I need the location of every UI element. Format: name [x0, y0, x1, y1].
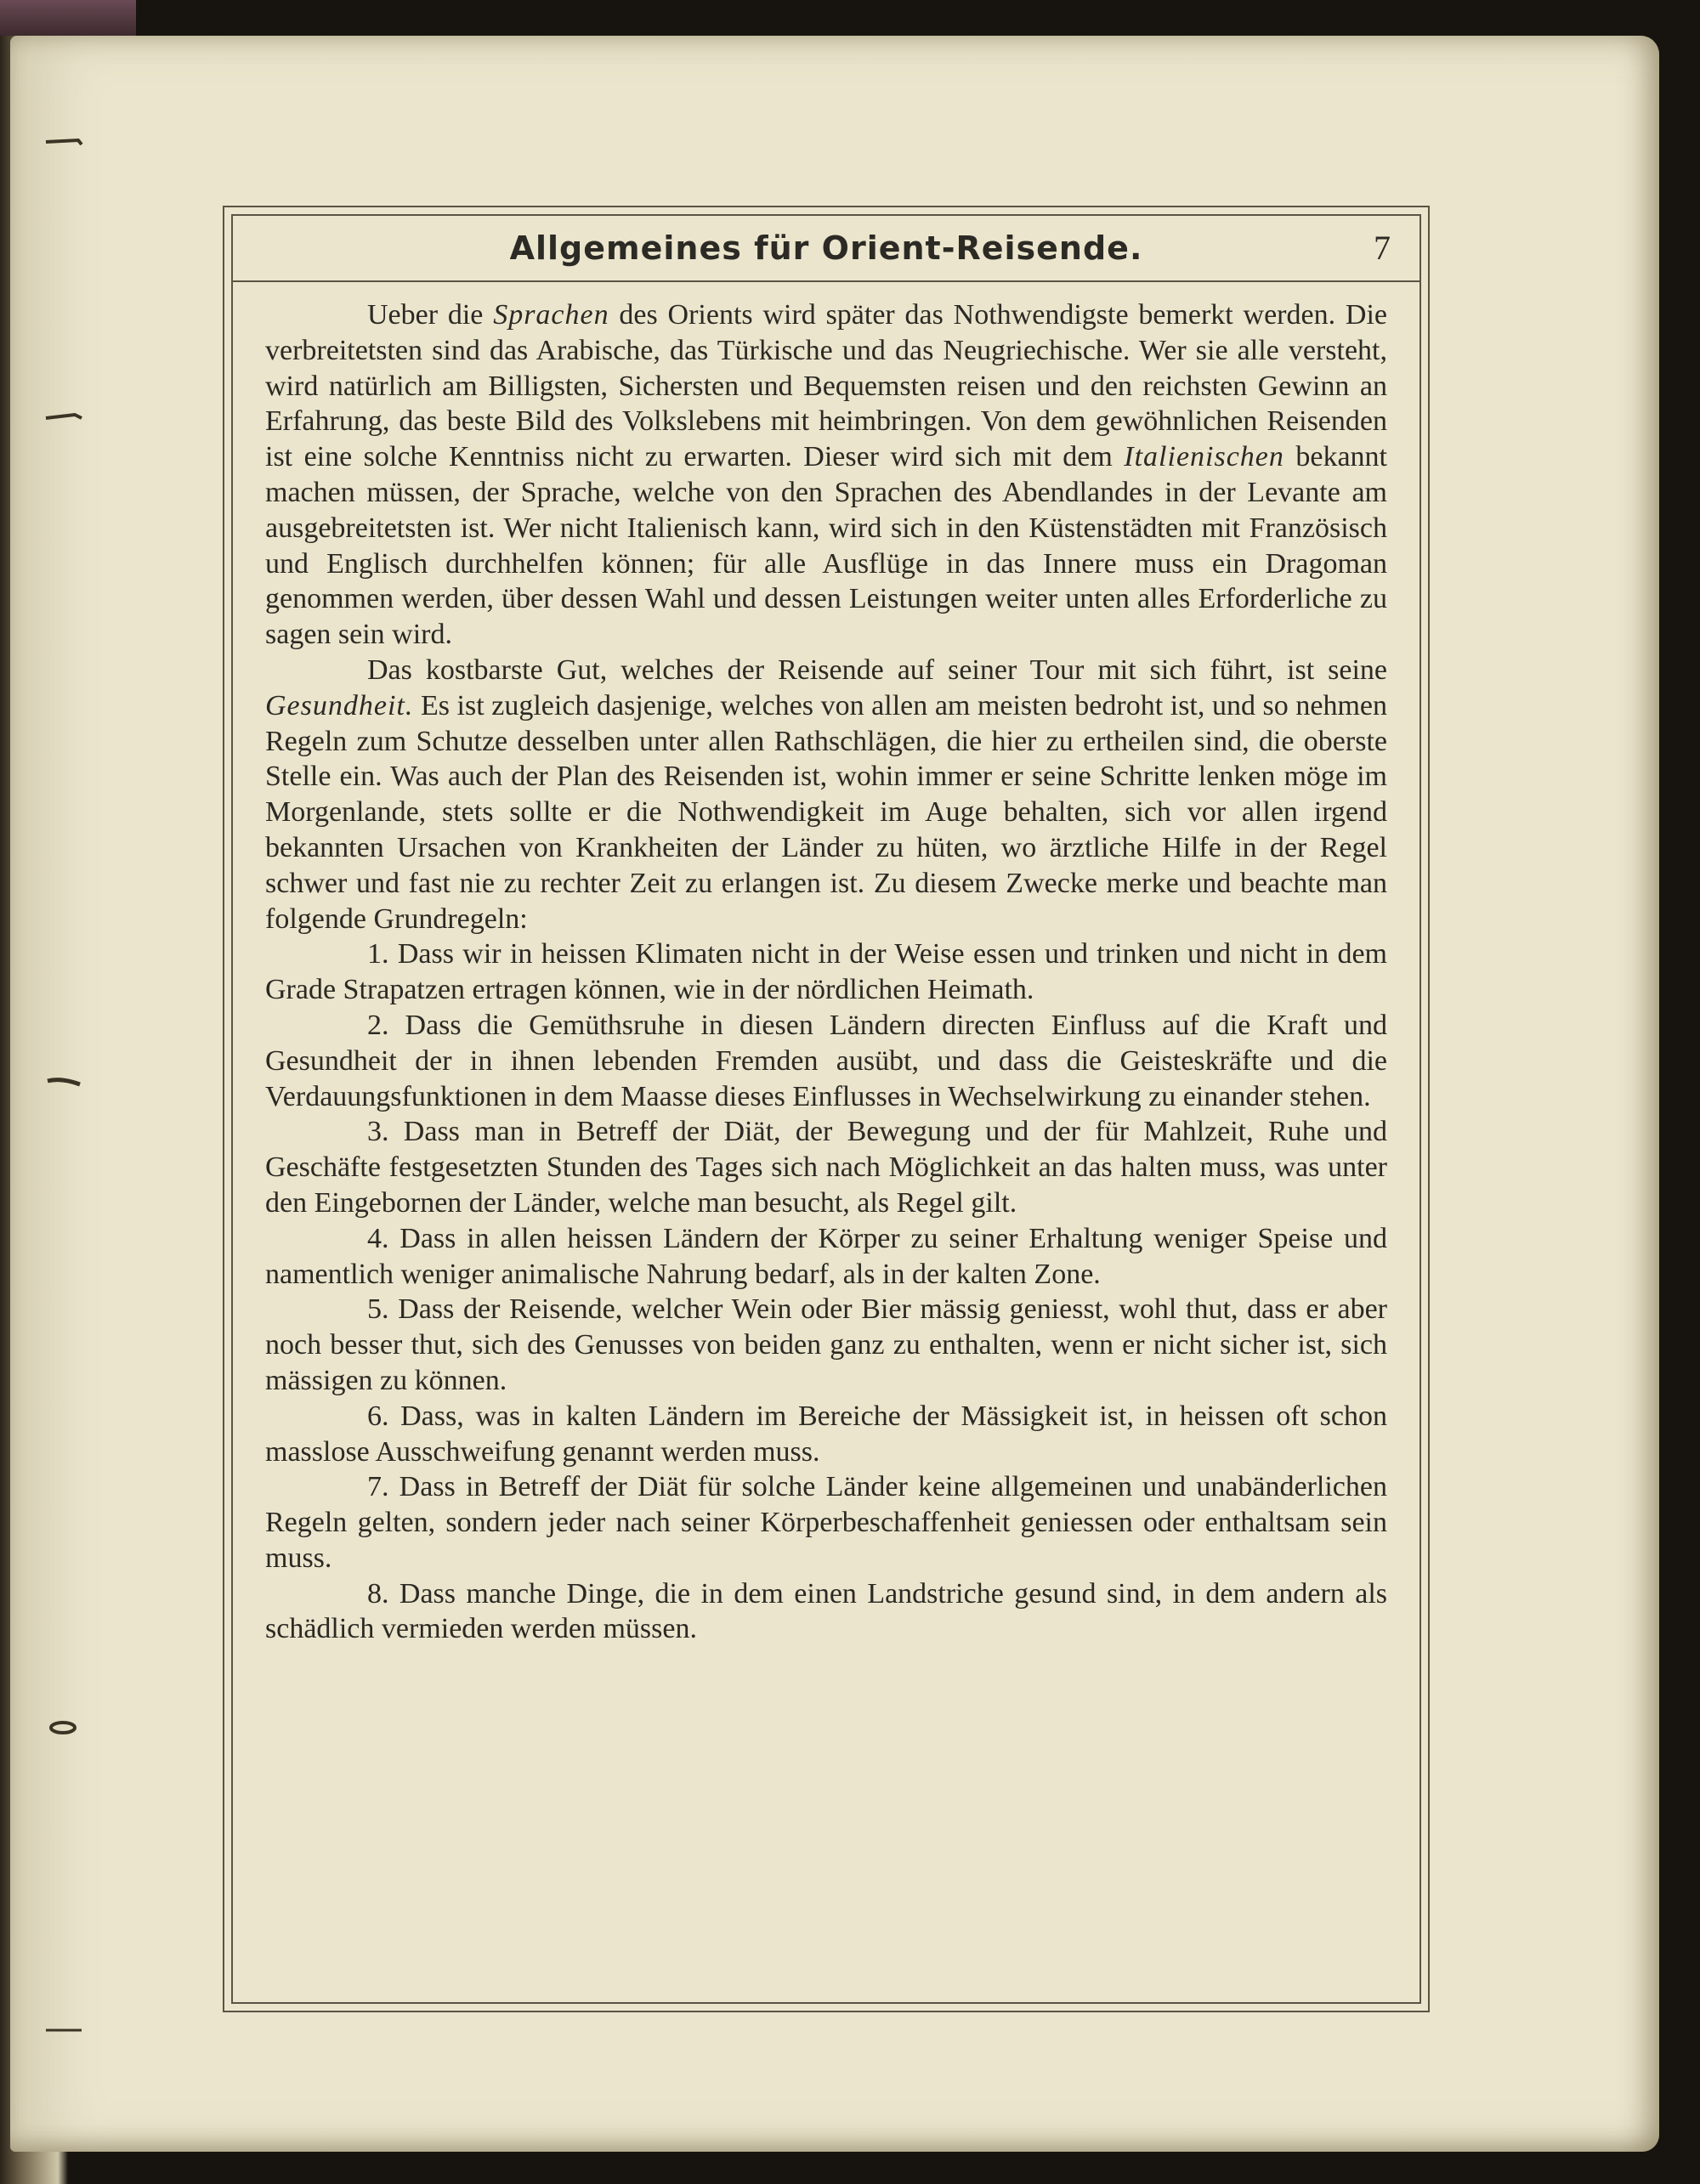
rule-item: 1. Dass wir in heissen Klimaten nicht in der Weise essen und trinken und nicht in dem Grade Strapatzen ertragen können, wie in der nördlichen Heimath.	[265, 938, 1387, 1006]
body-text	[265, 297, 1387, 1647]
rule-item: 3. Dass man in Betreff der Diät, der Bewegung und der für Mahlzeit, Ruhe und Geschäfte festgesetzten Stunden des Tages sich nach Möglichkeit an das halten muss, was unter den Eingebornen der Länder, welche man besucht, als Regel gilt.	[265, 1116, 1387, 1219]
paragraph-languages: Ueber die Sprachen des Orients wird später das Nothwendigste bemerkt werden. Die verbreitetsten sind das Arabische, das Türkische und das Neugriechische. Wer sie alle versteht, wird natürlich am Billigsten, Sichersten und Bequemsten reisen und den reichsten Gewinn an Erfahrung, das beste Bild des Volkslebens mit heimbringen. Von dem gewöhnlichen Reisenden ist eine solche Kenntniss nicht zu erwarten. Dieser wird sich mit dem Italienischen bekannt machen müssen, der Sprache, welche von den Sprachen des Abendlandes in der Levante am ausgebreitetsten ist. Wer nicht Italienisch kann, wird sich in den Küstenstädten mit Französisch und Englisch durchhelfen können; für alle Ausflüge in das Innere muss ein Dragoman genommen werden, über dessen Wahl und dessen Leistungen weiter unten alles Erforderliche zu sagen sein wird.	[265, 299, 1387, 651]
binding-thread-icon	[44, 1720, 83, 1735]
running-title: Allgemeines für Orient-Reisende.	[509, 229, 1143, 267]
rule-item: 5. Dass der Reisende, welcher Wein oder Bier mässig geniesst, wohl thut, dass er aber noch besser thut, sich des Genusses von beiden ganz zu enthalten, wenn er nicht sicher ist, sich mässigen zu können.	[265, 1293, 1387, 1396]
rule-item: 2. Dass die Gemüthsruhe in diesen Ländern directen Einfluss auf die Kraft und Gesundheit der in ihnen lebenden Fremden ausübt, und dass die Geisteskräfte und die Verdauungsfunktionen in dem Maasse dieses Einflusses in Wechselwirkung zu einander stehen.	[265, 1009, 1387, 1112]
rule-item: 4. Dass in allen heissen Ländern der Körper zu seiner Erhaltung weniger Speise und namentlich weniger animalische Nahrung bedarf, als in der kalten Zone.	[265, 1222, 1387, 1290]
rule-item: 7. Dass in Betreff der Diät für solche Länder keine allgemeinen und unabänderlichen Regeln gelten, sondern jeder nach seiner Körperbeschaffenheit geniessen oder enthaltsam sein muss.	[265, 1471, 1387, 1574]
binding-ribbon	[0, 0, 136, 36]
emphasis-sprachen: Sprachen	[493, 299, 609, 331]
page-number: 7	[1374, 229, 1391, 267]
running-header	[231, 214, 1421, 282]
rule-item: 6. Dass, was in kalten Ländern im Bereiche der Mässigkeit ist, in heissen oft schon masslose Ausschweifung genannt werden muss.	[265, 1400, 1387, 1468]
rule-item: 8. Dass manche Dinge, die in dem einen Landstriche gesund sind, in dem andern als schädlich vermieden werden müssen.	[265, 1577, 1387, 1645]
emphasis-italienischen: Italienischen	[1124, 441, 1284, 473]
emphasis-gesundheit: Gesundheit.	[265, 689, 414, 721]
binding-thread-icon	[44, 2023, 83, 2038]
binding-thread-icon	[44, 134, 83, 150]
paragraph-health: Das kostbarste Gut, welches der Reisende auf seiner Tour mit sich führt, ist seine Gesundheit. Es ist zugleich dasjenige, welches von allen am meisten bedroht ist, und so nehmen Regeln zum Schutze desselben unter allen Rathschlägen, die hier zu ertheilen sind, die oberste Stelle ein. Was auch der Plan des Reisenden ist, wohin immer er seine Schritte lenken möge im Morgenlande, stets sollte er die Nothwendigkeit im Auge behalten, sich vor allen irgend bekannten Ursachen von Krankheiten der Länder zu hüten, wo ärztliche Hilfe in der Regel schwer und fast nie zu rechter Zeit zu erlangen ist. Zu diesem Zwecke merke und beachte man folgende Grundregeln:	[265, 654, 1387, 935]
binding-thread-icon	[44, 410, 83, 425]
binding-thread-icon	[44, 1076, 83, 1091]
